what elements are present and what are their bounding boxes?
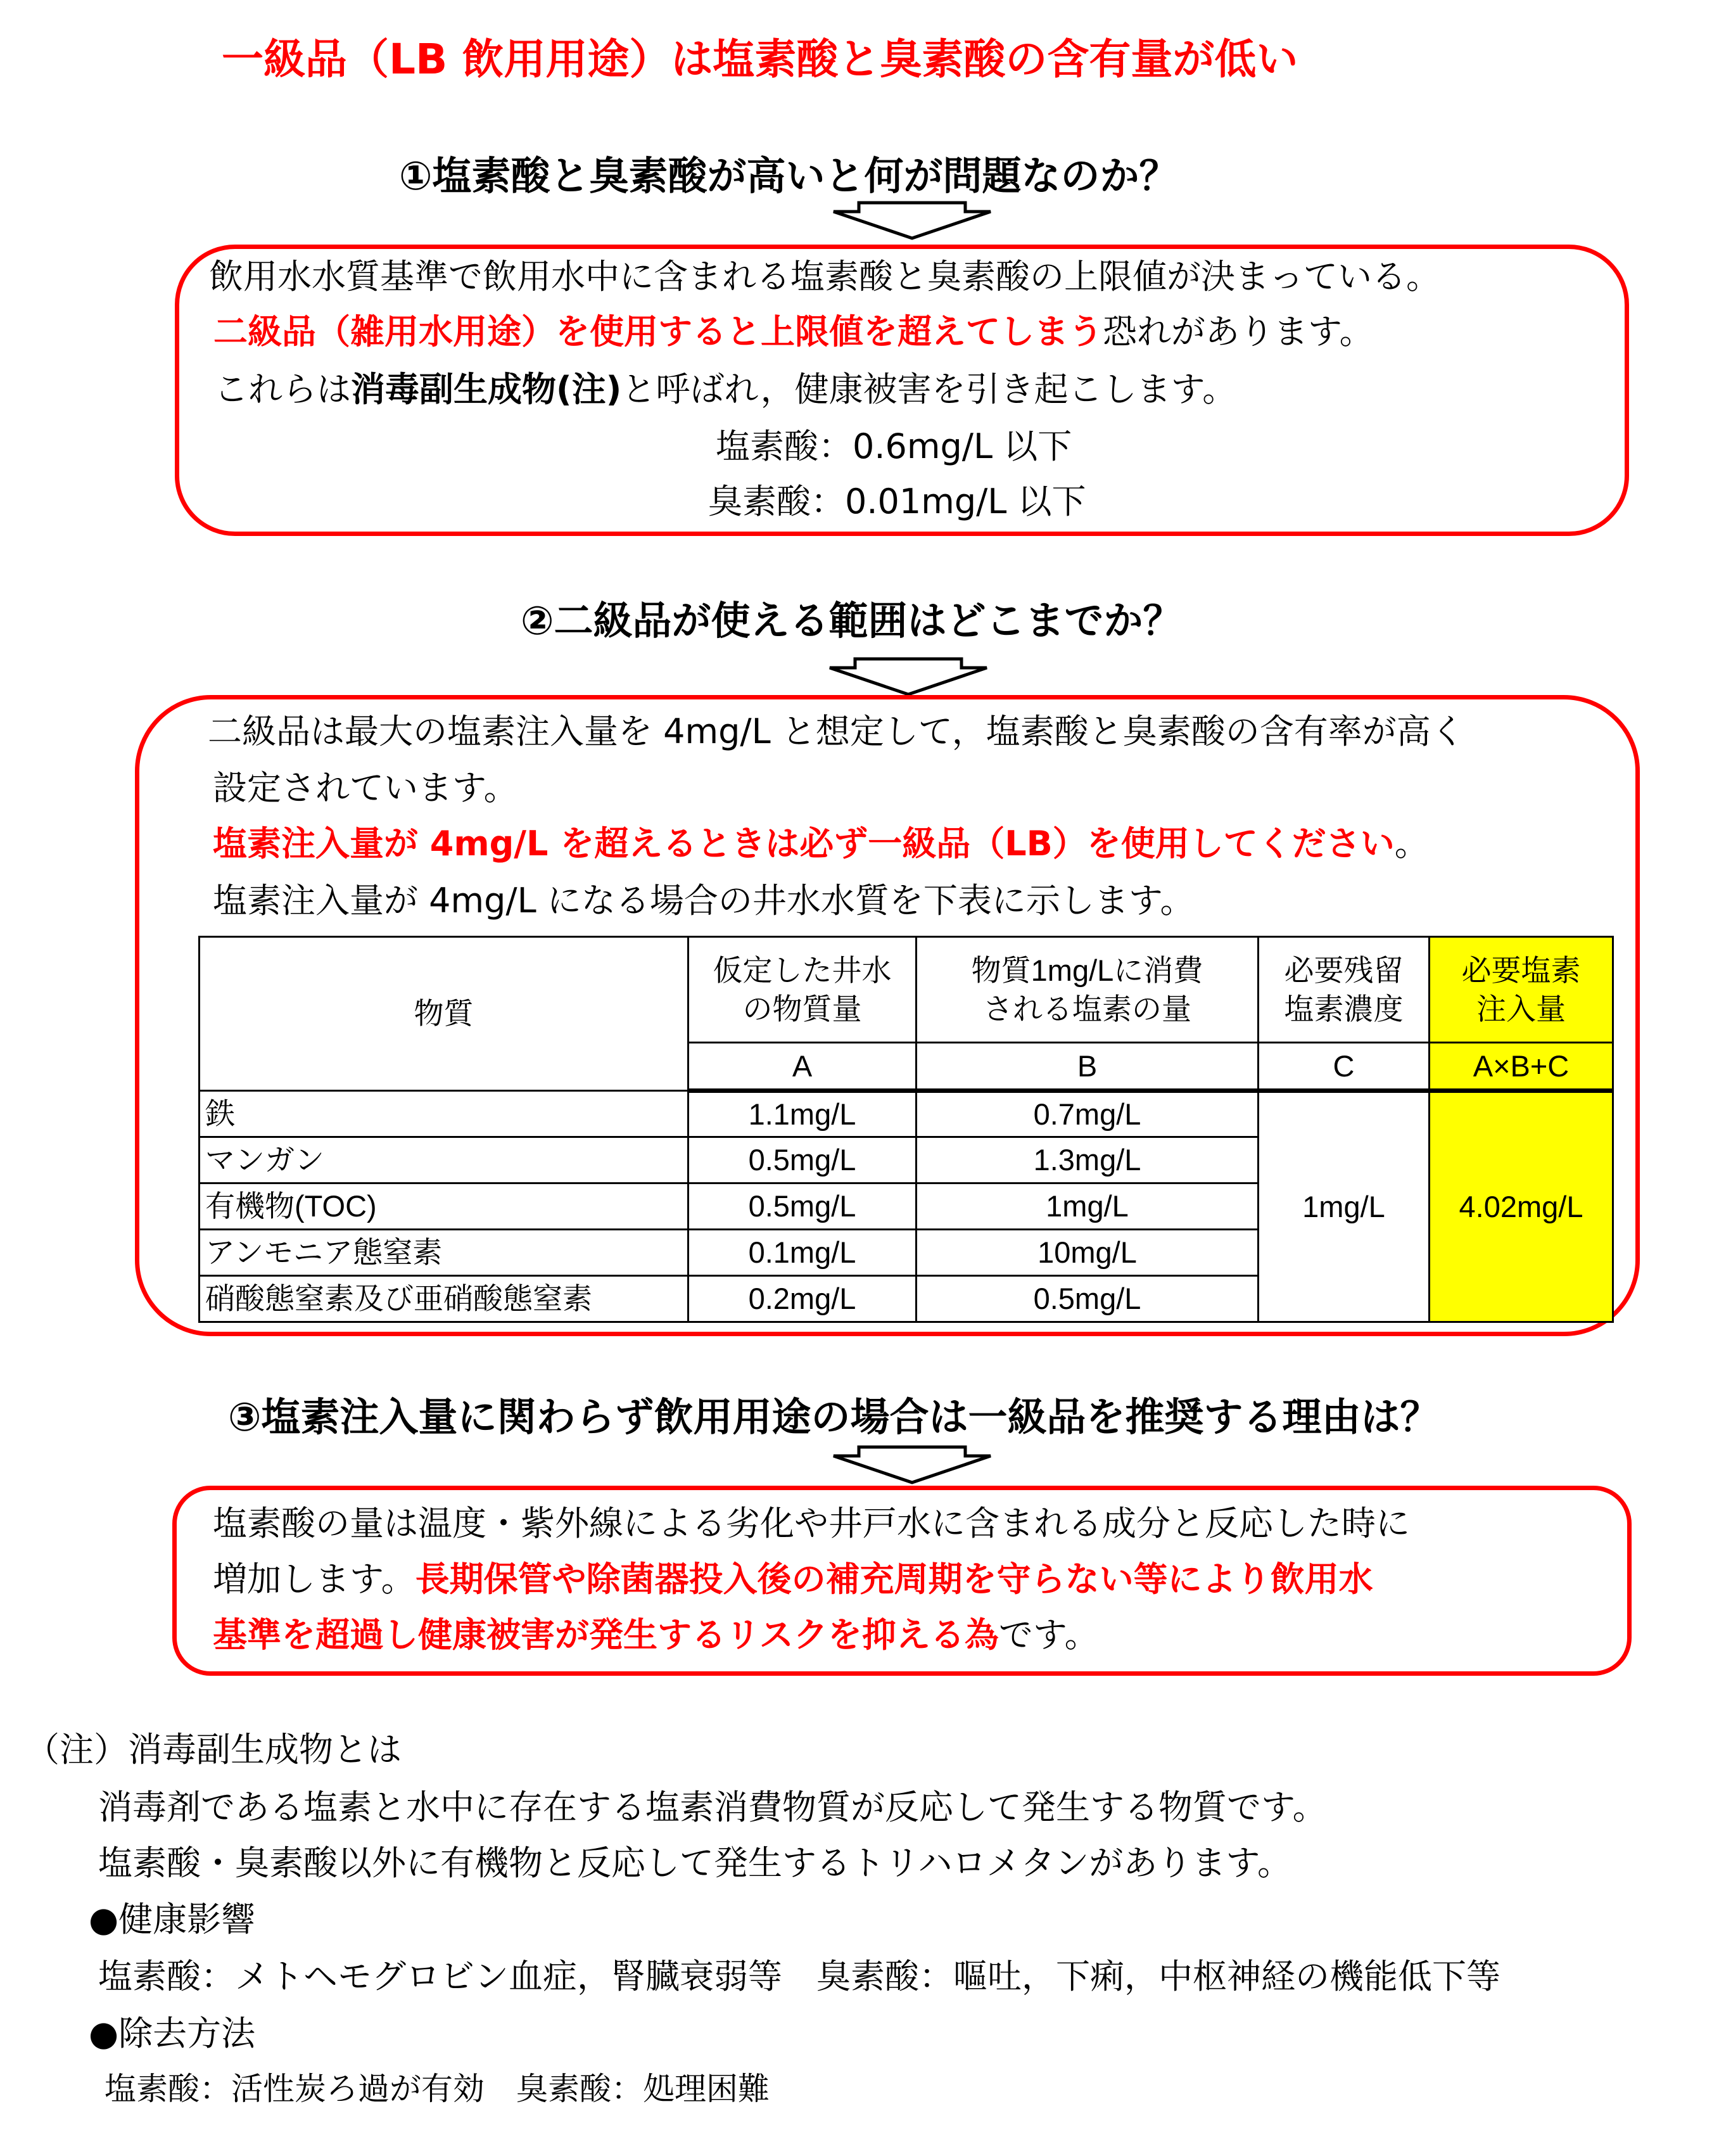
section1-line2 [213,312,1374,352]
row-value-b: 1mg/L [917,1183,1259,1230]
section1-line3-b: と呼ばれ，健康被害を引き起こします。 [621,369,1237,409]
row-value-a: 0.2mg/L [688,1276,917,1322]
row-value-b: 10mg/L [917,1230,1259,1276]
note-line2: 塩素酸・臭素酸以外に有機物と反応して発生するトリハロメタンがあります。 [98,1843,1292,1883]
section3-line2 [213,1559,1373,1599]
header-col-d: 必要塩素 注入量 [1430,937,1613,1043]
header-col-b: 物質1mg/Lに消費 される塩素の量 [917,937,1259,1043]
health-heading: ●健康影響 [89,1899,256,1939]
limit-bromic-acid: 臭素酸：0.01mg/L 以下 [708,482,1086,521]
value-d: 4.02mg/L [1430,1091,1613,1322]
row-value-a: 0.1mg/L [688,1230,917,1276]
header-key-d: A×B+C [1430,1043,1613,1091]
row-substance: アンモニア態窒素 [200,1230,688,1276]
health-line: 塩素酸：メトヘモグロビン血症，腎臓衰弱等 臭素酸：嘔吐，下痢，中枢神経の機能低下等 [98,1956,1500,1996]
row-substance: 鉄 [200,1091,688,1137]
water-quality-table [198,936,1614,1323]
section1-heading: ①塩素酸と臭素酸が高いと何が問題なのか？ [399,153,1179,199]
note-line1: 消毒剤である塩素と水中に存在する塩素消費物質が反応して発生する物質です。 [98,1787,1327,1827]
section2-line3-red: 塩素注入量が 4mg/L を超えるときは必ず一級品（LB）を使用してください [213,824,1395,864]
note-heading: （注）消毒副生成物とは [25,1730,402,1770]
row-value-b: 1.3mg/L [917,1137,1259,1183]
section2-heading: ②二級品が使える範囲はどこまでか？ [521,597,1183,644]
row-substance: マンガン [200,1137,688,1183]
section1-line2-red: 二級品（雑用水用途）を使用すると上限値を超えてしまう [213,312,1103,352]
section3-heading: ③塩素注入量に関わらず飲用用途の場合は一級品を推奨する理由は？ [228,1394,1440,1440]
header-col-c: 必要残留 塩素濃度 [1259,937,1430,1043]
page-title: 一級品（LB 飲用用途）は塩素酸と臭素酸の含有量が低い [222,35,1298,84]
row-value-b: 0.7mg/L [917,1091,1259,1137]
value-c: 1mg/L [1259,1091,1430,1322]
row-substance: 有機物(TOC) [200,1183,688,1230]
section3-line2-a: 増加します。 [213,1559,415,1599]
row-value-b: 0.5mg/L [917,1276,1259,1322]
header-substance: 物質 [200,937,688,1091]
header-key-b: B [917,1043,1259,1091]
row-value-a: 0.5mg/L [688,1137,917,1183]
section2-line3 [213,824,1429,864]
table-row [200,1091,1613,1137]
section3-line3-end: です。 [998,1615,1099,1655]
section1-line2-rest: 恐れがあります。 [1103,312,1374,352]
section1-line3-a: これらは [214,369,351,409]
row-value-a: 0.5mg/L [688,1183,917,1230]
row-value-a: 1.1mg/L [688,1091,917,1137]
section3-line3 [213,1615,1099,1655]
section3-line1: 塩素酸の量は温度・紫外線による劣化や井戸水に含まれる成分と反応した時に [213,1503,1410,1543]
section3-line3-red: 基準を超過し健康被害が発生するリスクを抑える為 [213,1615,999,1655]
limit-chloric-acid: 塩素酸：0.6mg/L 以下 [716,426,1072,466]
row-substance: 硝酸態窒素及び亜硝酸態窒素 [200,1276,688,1322]
section1-line1: 飲用水水質基準で飲用水中に含まれる塩素酸と臭素酸の上限値が決まっている。 [209,257,1440,297]
section2-line3-end: 。 [1394,824,1429,864]
header-key-c: C [1259,1043,1430,1091]
down-arrow-icon [830,1445,994,1485]
section1-line3-bold: 消毒副生成物(注) [351,369,622,409]
removal-heading: ●除去方法 [89,2013,256,2053]
down-arrow-icon [830,200,994,241]
section1-line3 [214,369,1237,409]
section2-line1: 二級品は最大の塩素注入量を 4mg/L と想定して，塩素酸と臭素酸の含有率が高く [208,711,1465,751]
down-arrow-icon [826,656,991,697]
section3-line2-red: 長期保管や除菌器投入後の補充周期を守らない等により飲用水 [415,1559,1373,1599]
header-col-a: 仮定した井水 の物質量 [688,937,917,1043]
removal-line: 塩素酸：活性炭ろ過が有効 臭素酸：処理困難 [105,2070,770,2107]
section2-line4: 塩素注入量が 4mg/L になる場合の井水水質を下表に示します。 [213,881,1195,921]
header-key-a: A [688,1043,917,1091]
section2-line2: 設定されています。 [213,768,518,808]
